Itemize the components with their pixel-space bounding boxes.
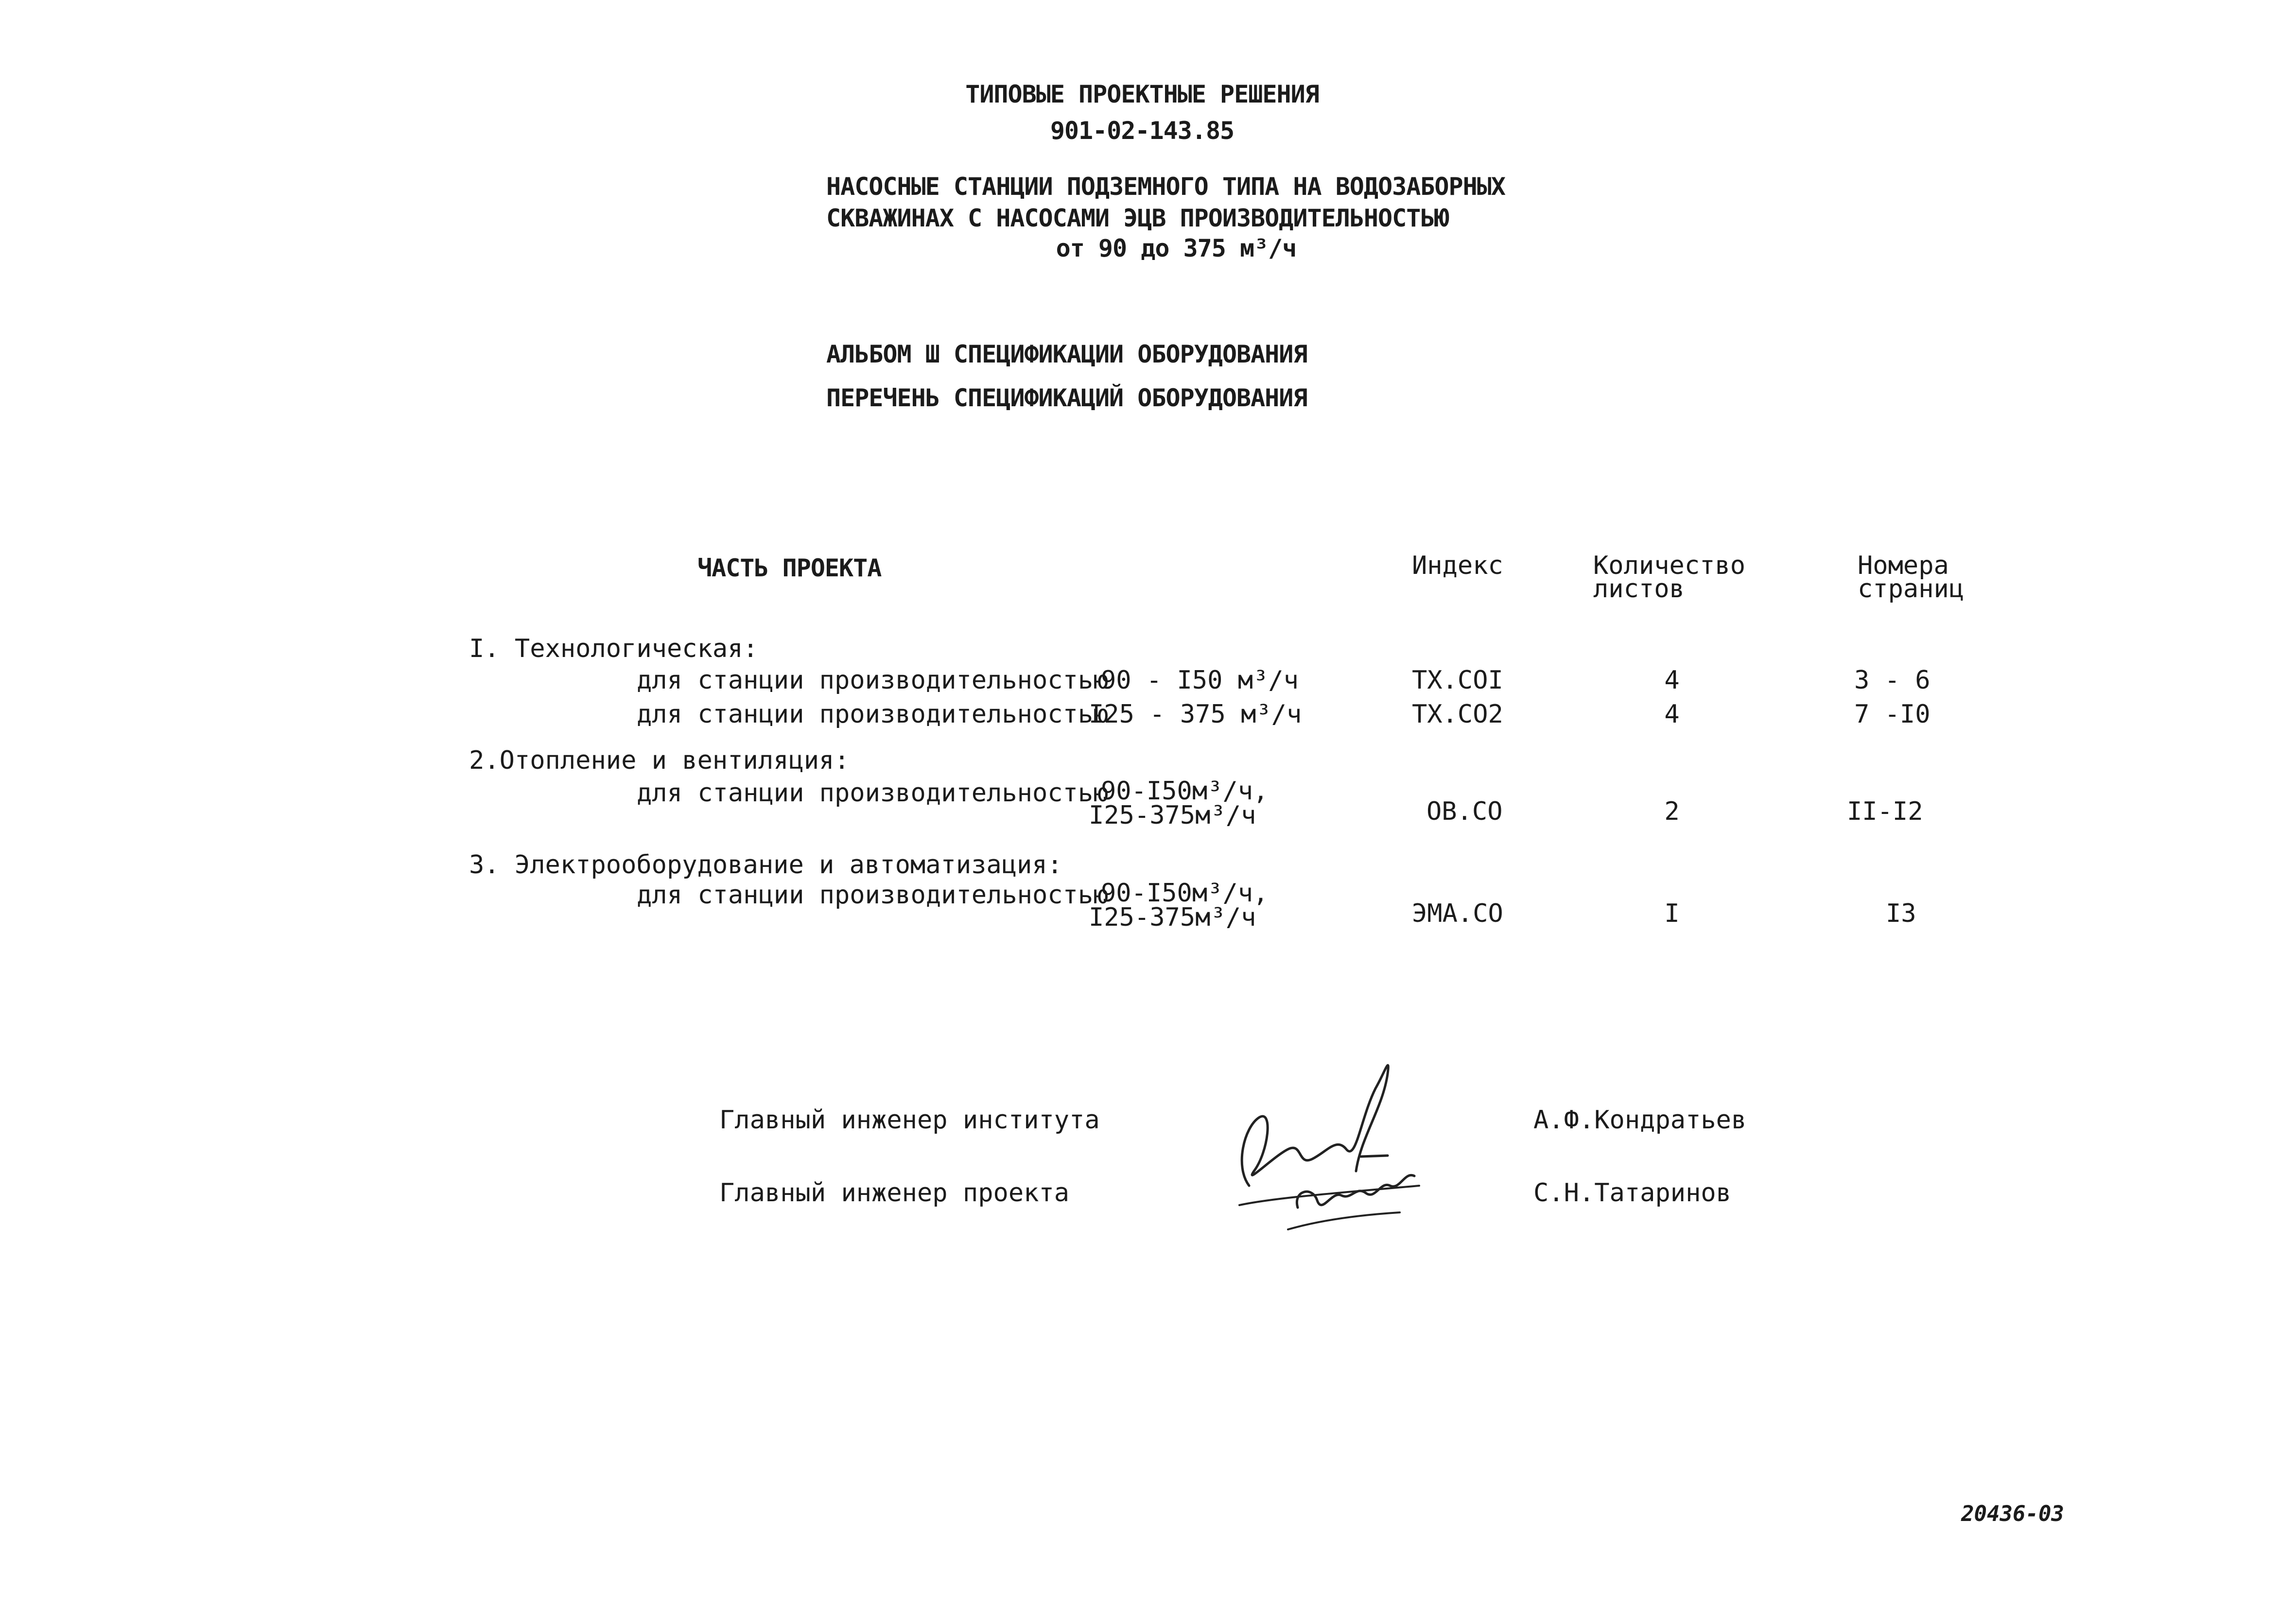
archive-stamp: 20436-03 (1961, 1502, 2064, 1526)
row-pages: I3 (1886, 899, 1916, 928)
doc-title-line-2: СКВАЖИНАХ С НАСОСАМИ ЭЦВ ПРОИЗВОДИТЕЛЬНОСТЬЮ (826, 204, 1449, 232)
section-title-heating: 2.Отопление и вентиляция: (469, 746, 850, 775)
col-header-index: Индекс (1412, 551, 1503, 580)
row-index: ТХ.СО2 (1412, 700, 1503, 729)
row-pages: 3 - 6 (1854, 666, 1931, 695)
row-capacity-line-1: 90-I50м³/ч, (1101, 777, 1269, 806)
col-header-part: ЧАСТЬ ПРОЕКТА (697, 554, 882, 582)
album-title: АЛЬБОМ Ш СПЕЦИФИКАЦИИ ОБОРУДОВАНИЯ (826, 340, 1307, 368)
section-title-technology: I. Технологическая: (469, 634, 758, 663)
row-desc: для станции производительностью (637, 700, 1109, 729)
row-capacity-line-1: 90-I50м³/ч, (1101, 879, 1269, 908)
row-pages: 7 -I0 (1854, 700, 1931, 729)
signature-name: С.Н.Татаринов (1533, 1178, 1731, 1208)
row-capacity-line-2: I25-375м³/ч (1089, 903, 1256, 932)
row-capacity: 90 - I50 м³/ч (1101, 666, 1299, 695)
section-title-electrical: 3. Электрооборудование и автоматизация: (469, 850, 1062, 880)
row-qty: 4 (1664, 700, 1680, 729)
signature-role: Главный инженер института (719, 1106, 1100, 1135)
doc-title-line-3: от 90 до 375 м³/ч (1056, 234, 1297, 262)
signature-name: А.Ф.Кондратьев (1533, 1106, 1747, 1135)
row-capacity-line-2: I25-375м³/ч (1089, 801, 1256, 830)
row-desc: для станции производительностью (637, 881, 1109, 910)
row-index: ЭМА.СО (1412, 899, 1503, 928)
row-desc: для станции производительностью (637, 666, 1109, 695)
signature-role: Главный инженер проекта (719, 1178, 1070, 1208)
doc-title-line-1: НАСОСНЫЕ СТАНЦИИ ПОДЗЕМНОГО ТИПА НА ВОДОЗАБОРНЫХ (826, 173, 1505, 201)
project-number: 901-02-143.85 (1050, 117, 1235, 145)
row-index: ТХ.СОI (1412, 666, 1503, 695)
row-qty: 2 (1664, 797, 1680, 826)
row-pages: II-I2 (1847, 797, 1923, 826)
list-title: ПЕРЕЧЕНЬ СПЕЦИФИКАЦИЙ ОБОРУДОВАНИЯ (826, 384, 1307, 412)
handwritten-signature (1215, 1045, 1448, 1249)
col-header-qty-2: листов (1593, 574, 1685, 604)
series-title: ТИПОВЫЕ ПРОЕКТНЫЕ РЕШЕНИЯ (965, 80, 1319, 108)
col-header-pages-1: Номера (1858, 551, 1949, 580)
col-header-pages-2: страниц (1858, 574, 1965, 604)
col-header-qty-1: Количество (1593, 551, 1746, 580)
row-index: ОВ.СО (1426, 797, 1503, 826)
row-capacity: I25 - 375 м³/ч (1089, 700, 1302, 729)
row-desc: для станции производительностью (637, 778, 1109, 808)
row-qty: 4 (1664, 666, 1680, 695)
row-qty: I (1664, 899, 1680, 928)
